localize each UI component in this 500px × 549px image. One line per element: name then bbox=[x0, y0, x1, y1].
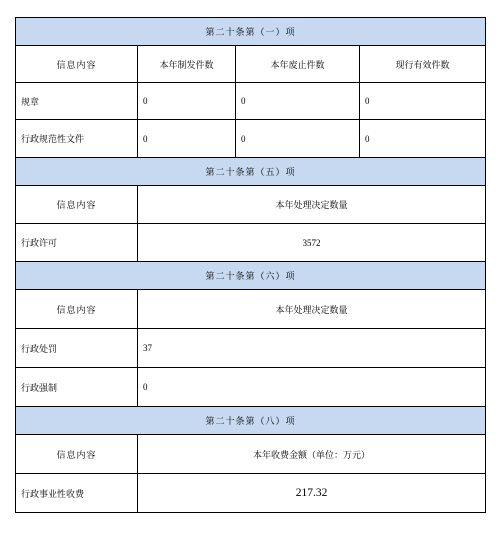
column-header-fee-amount: 本年收费金额（单位：万元） bbox=[138, 435, 486, 474]
table-row bbox=[16, 224, 486, 262]
value-administrative-enforcement: 0 bbox=[138, 368, 486, 407]
section-title-2: 第二十条第（五）项 bbox=[16, 158, 486, 186]
value-normative-abolished: 0 bbox=[236, 120, 360, 158]
column-header-info: 信息内容 bbox=[16, 290, 138, 329]
value-normative-issued: 0 bbox=[138, 120, 236, 158]
column-header-issued: 本年制发件数 bbox=[138, 46, 236, 83]
table-row bbox=[16, 329, 486, 368]
row-label-normative-documents: 行政规范性文件 bbox=[16, 120, 138, 158]
value-regulations-issued: 0 bbox=[138, 83, 236, 120]
column-header-info: 信息内容 bbox=[16, 46, 138, 83]
section-title-3: 第二十条第（六）项 bbox=[16, 262, 486, 290]
value-administrative-fees: 217.32 bbox=[138, 474, 486, 513]
row-label-administrative-penalty: 行政处罚 bbox=[16, 329, 138, 368]
column-header-abolished: 本年废止件数 bbox=[236, 46, 360, 83]
table-row bbox=[16, 83, 486, 120]
disclosure-table bbox=[15, 17, 486, 513]
row-label-administrative-license: 行政许可 bbox=[16, 224, 138, 262]
column-header-decisions: 本年处理决定数量 bbox=[138, 290, 486, 329]
value-administrative-penalty: 37 bbox=[138, 329, 486, 368]
row-label-administrative-fees: 行政事业性收费 bbox=[16, 474, 138, 513]
value-regulations-valid: 0 bbox=[360, 83, 486, 120]
value-normative-valid: 0 bbox=[360, 120, 486, 158]
row-label-regulations: 规章 bbox=[16, 83, 138, 120]
value-administrative-license: 3572 bbox=[138, 224, 486, 262]
section-title-4: 第二十条第（八）项 bbox=[16, 407, 486, 435]
table-row bbox=[16, 120, 486, 158]
column-header-info: 信息内容 bbox=[16, 186, 138, 224]
row-label-administrative-enforcement: 行政强制 bbox=[16, 368, 138, 407]
column-header-info: 信息内容 bbox=[16, 435, 138, 474]
value-regulations-abolished: 0 bbox=[236, 83, 360, 120]
table-row bbox=[16, 368, 486, 407]
table-row bbox=[16, 474, 486, 513]
section-title-1: 第二十条第（一）项 bbox=[16, 18, 486, 46]
column-header-decisions: 本年处理决定数量 bbox=[138, 186, 486, 224]
column-header-valid: 现行有效件数 bbox=[360, 46, 486, 83]
